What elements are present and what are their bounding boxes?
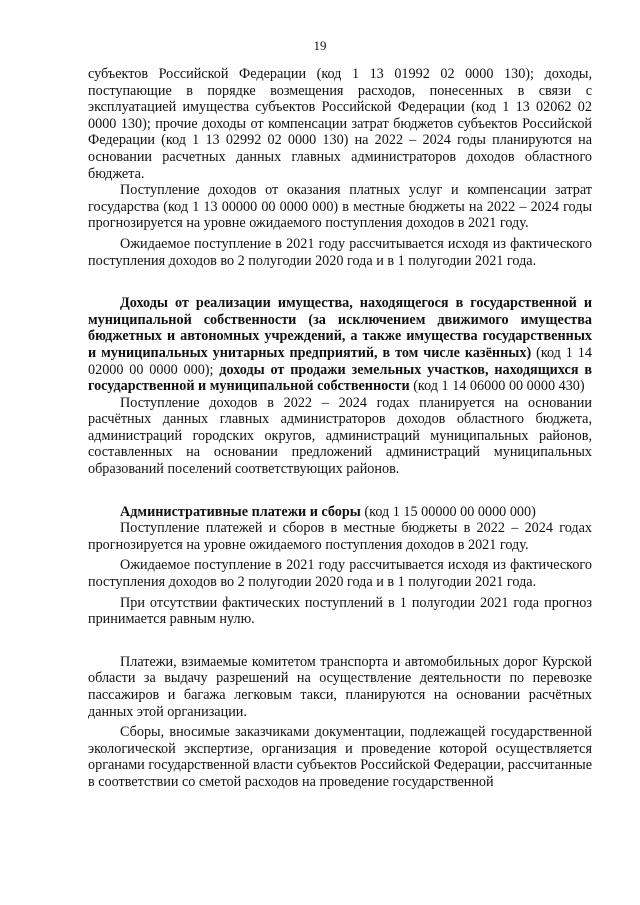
paragraph-paid-services: Поступление доходов от оказания платных услуг и компенсации затрат государства (код 1 13 00000 00 0000 000) в местные бюджеты на 2022 – 2024 годы прогнозируется на уровне ожидаемого поступления доходов в 2021 году. [88, 182, 592, 232]
heading-bold-part: Административные платежи и сборы [120, 503, 361, 520]
paragraph-continuation: субъектов Российской Федерации (код 1 13 01992 02 0000 130); доходы, поступающие в порядке возмещения расходов, понесенных в связи с эксплуатацией имущества субъектов Российской Федерации (код 1 13 02062 02 0000 130); прочие доходы от компенсации затрат бюджетов субъектов Российской Федерации (код 1 13 02992 02 0000 130) на 2022 – 2024 годы планируются на основании расчетных данных главных администраторов доходов областного бюджета. [88, 66, 592, 182]
heading-code: (код 1 14 06000 00 0000 430) [409, 378, 585, 395]
heading-code: (код 1 15 00000 00 0000 000) [360, 503, 536, 520]
paragraph-property-sale-plan: Поступление доходов в 2022 – 2024 годах планируется на основании расчётных данных главных администраторов доходов областного бюджета, администраций городских округов, администраций муниципальных районов, составленных на основании предложений администраций муниципальных образований поселений соответствующих районов. [88, 394, 592, 478]
paragraph-taxi-permits: Платежи, взимаемые комитетом транспорта и автомобильных дорог Курской области за выдачу разрешений на осуществление деятельности по перевозке пассажиров и багажа легковым такси, планируются на основании расчётных данных этой организации. [88, 653, 592, 720]
heading-code: (код 1 14 02000 00 0000 000); [88, 344, 592, 378]
section-heading-admin-fees [88, 504, 592, 521]
section-heading-property-sale [88, 295, 592, 395]
paragraph-fees-expected: Ожидаемое поступление в 2021 году рассчитывается исходя из фактического поступления доходов во 2 полугодии 2020 года и в 1 полугодии 2021 года. [88, 557, 592, 591]
document-body [88, 66, 592, 791]
heading-bold-part: доходы от продажи земельных участков, находящихся в государственной и муниципальной собственности [88, 361, 592, 395]
paragraph-fees-forecast: Поступление платежей и сборов в местные бюджеты в 2022 – 2024 годах прогнозируется на уровне ожидаемого поступления доходов в 2021 году. [88, 520, 592, 553]
paragraph-expected-receipts: Ожидаемое поступление в 2021 году рассчитывается исходя из фактического поступления доходов во 2 полугодии 2020 года и в 1 полугодии 2021 года. [88, 235, 592, 269]
paragraph-fees-zero: При отсутствии фактических поступлений в 1 полугодии 2021 года прогноз принимается равным нулю. [88, 594, 592, 628]
page-number: 19 [313, 38, 327, 53]
paragraph-eco-expertise: Сборы, вносимые заказчиками документации, подлежащей государственной экологической экспертизе, организация и проведение которой осуществляется органами государственной власти субъектов Российской Федерации, рассчитанные в соответствии со сметой расходов на проведение государственной [88, 724, 592, 790]
heading-bold-part: Доходы от реализации имущества, находящегося в государственной и муниципальной собственности (за исключением движимого имущества бюджетных и автономных учреждений, а также имущества государственных и муниципальных унитарных предприятий, в том числе казённых) [88, 295, 592, 361]
